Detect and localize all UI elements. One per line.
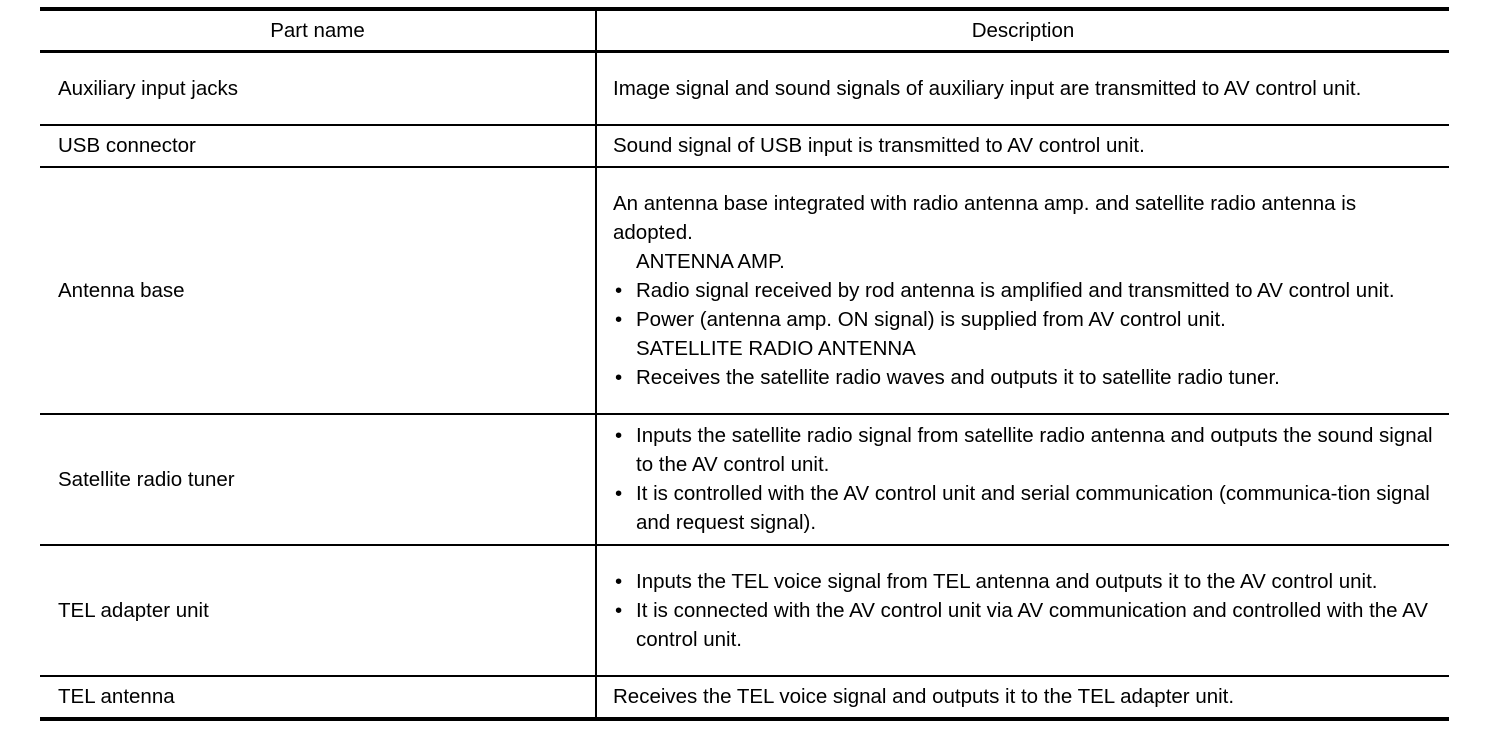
header-row	[40, 9, 1449, 52]
part-name-cell: Antenna base	[40, 167, 596, 414]
parts-table	[40, 7, 1449, 721]
table-row	[40, 125, 1449, 167]
part-name-cell: USB connector	[40, 125, 596, 167]
table-row	[40, 167, 1449, 414]
description-cell	[596, 414, 1449, 545]
part-name-cell: Auxiliary input jacks	[40, 52, 596, 125]
description-cell	[596, 545, 1449, 676]
description-text: Image signal and sound signals of auxiliary input are transmitted to AV control unit.	[613, 76, 1362, 100]
description-cell	[596, 167, 1449, 414]
subheading-antenna-amp: ANTENNA AMP.	[636, 249, 785, 273]
description-cell	[596, 125, 1449, 167]
header-part-name: Part name	[40, 9, 596, 52]
description-cell	[596, 52, 1449, 125]
description-cell	[596, 676, 1449, 719]
description-text: Sound signal of USB input is transmitted to AV control unit.	[613, 134, 1145, 157]
bullet-item: • It is connected with the AV control unit via AV communication and controlled with the AV control unit.	[613, 596, 1435, 654]
bullet-item: • Inputs the TEL voice signal from TEL antenna and outputs it to the AV control unit.	[613, 567, 1435, 596]
part-name-cell: Satellite radio tuner	[40, 414, 596, 545]
bullet-item: • Receives the satellite radio waves and outputs it to satellite radio tuner.	[613, 363, 1435, 392]
part-name-cell: TEL adapter unit	[40, 545, 596, 676]
bullet-item: • Power (antenna amp. ON signal) is supplied from AV control unit.	[613, 305, 1435, 334]
header-description: Description	[596, 9, 1449, 52]
table-row	[40, 52, 1449, 125]
bullet-item: • Radio signal received by rod antenna is amplified and transmitted to AV control unit.	[613, 276, 1435, 305]
bullet-item: • It is controlled with the AV control unit and serial communication (communica-tion signal and request signal).	[613, 479, 1435, 537]
subheading-satellite-radio-antenna: SATELLITE RADIO ANTENNA	[636, 336, 916, 360]
part-name-cell: TEL antenna	[40, 676, 596, 719]
table-row	[40, 414, 1449, 545]
description-text: An antenna base integrated with radio antenna amp. and satellite radio antenna is adopted.	[613, 191, 1357, 244]
bullet-item: • Inputs the satellite radio signal from satellite radio antenna and outputs the sound signal to the AV control unit.	[613, 421, 1435, 479]
description-text: Receives the TEL voice signal and outputs it to the TEL adapter unit.	[613, 685, 1235, 708]
table-row	[40, 545, 1449, 676]
table-row	[40, 676, 1449, 719]
